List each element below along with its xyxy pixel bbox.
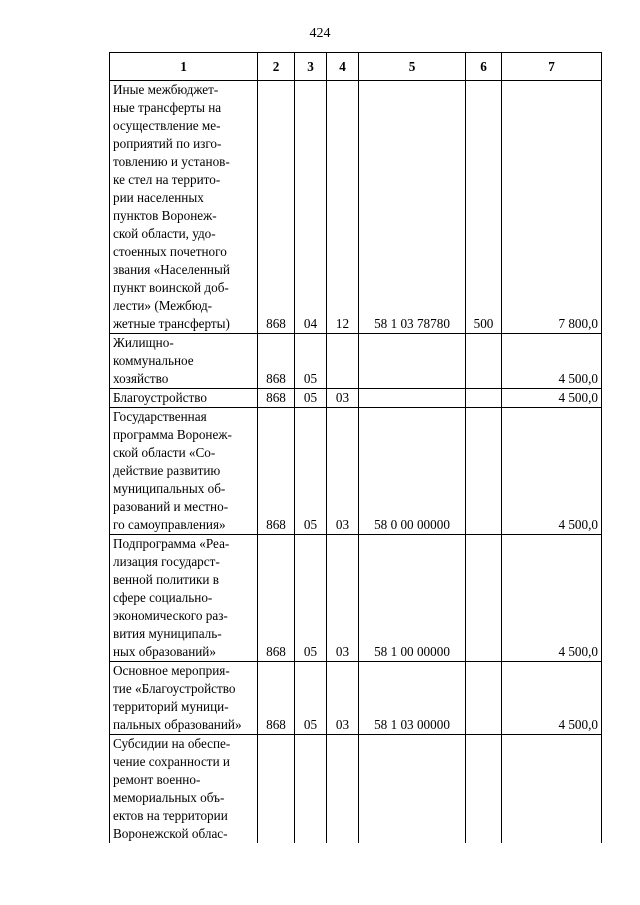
row-target-article	[359, 334, 466, 389]
table-header	[110, 53, 602, 81]
table-body	[110, 81, 602, 844]
row-section: 05	[295, 334, 327, 389]
header-col-3: 3	[295, 53, 327, 81]
row-expense-type	[466, 389, 502, 408]
row-ministry-code: 868	[258, 81, 295, 334]
table-row	[110, 334, 602, 389]
header-col-4: 4	[327, 53, 359, 81]
header-col-7: 7	[502, 53, 602, 81]
row-amount: 4 500,0	[502, 389, 602, 408]
row-section	[295, 735, 327, 844]
row-subsection: 03	[327, 408, 359, 535]
row-expense-type	[466, 334, 502, 389]
row-amount: 7 800,0	[502, 81, 602, 334]
row-expense-type	[466, 662, 502, 735]
header-row	[110, 53, 602, 81]
row-target-article: 58 1 03 78780	[359, 81, 466, 334]
row-ministry-code: 868	[258, 535, 295, 662]
budget-table	[109, 52, 602, 843]
table-row	[110, 735, 602, 844]
row-name: Основное мероприя- тие «Благоустройство территорий муници- пальных образований»	[110, 662, 258, 735]
table-row	[110, 535, 602, 662]
row-target-article: 58 1 00 00000	[359, 535, 466, 662]
table-row	[110, 81, 602, 334]
row-amount: 4 500,0	[502, 408, 602, 535]
row-expense-type	[466, 408, 502, 535]
header-col-6: 6	[466, 53, 502, 81]
row-expense-type: 500	[466, 81, 502, 334]
row-amount: 4 500,0	[502, 334, 602, 389]
row-target-article: 58 1 03 00000	[359, 662, 466, 735]
row-amount: 4 500,0	[502, 535, 602, 662]
row-name: Подпрограмма «Реа- лизация государст- венной политики в сфере социально- экономического раз- вития муниципаль- ных образований»	[110, 535, 258, 662]
row-name: Субсидии на обеспе- чение сохранности и ремонт военно- мемориальных объ- ектов на территории Воронежской облас-	[110, 735, 258, 844]
row-ministry-code: 868	[258, 389, 295, 408]
table-row	[110, 662, 602, 735]
row-section: 05	[295, 389, 327, 408]
row-name: Благоустройство	[110, 389, 258, 408]
row-ministry-code: 868	[258, 662, 295, 735]
row-expense-type	[466, 535, 502, 662]
table-row	[110, 408, 602, 535]
row-name: Жилищно- коммунальное хозяйство	[110, 334, 258, 389]
row-section: 04	[295, 81, 327, 334]
row-subsection: 03	[327, 535, 359, 662]
row-subsection: 03	[327, 662, 359, 735]
header-col-5: 5	[359, 53, 466, 81]
row-expense-type	[466, 735, 502, 844]
row-name: Иные межбюджет- ные трансферты на осуществление ме- роприятий по изго- товлению и установ- ке стел на террито- рии населенных пунктов Воронеж- ской области, удо- стоенных почетного звания «Населенный пункт воинской доб- лести» (Межбюд- жетные трансферты)	[110, 81, 258, 334]
row-target-article	[359, 735, 466, 844]
row-subsection: 03	[327, 389, 359, 408]
row-ministry-code	[258, 735, 295, 844]
row-section: 05	[295, 535, 327, 662]
row-subsection: 12	[327, 81, 359, 334]
row-subsection	[327, 334, 359, 389]
row-subsection	[327, 735, 359, 844]
row-section: 05	[295, 662, 327, 735]
row-target-article	[359, 389, 466, 408]
header-col-1: 1	[110, 53, 258, 81]
row-ministry-code: 868	[258, 408, 295, 535]
row-ministry-code: 868	[258, 334, 295, 389]
row-section: 05	[295, 408, 327, 535]
page-number: 424	[309, 26, 331, 41]
row-name: Государственная программа Воронеж- ской области «Со- действие развитию муниципальных об- разований и местно- го самоуправления»	[110, 408, 258, 535]
row-amount: 4 500,0	[502, 662, 602, 735]
header-col-2: 2	[258, 53, 295, 81]
row-target-article: 58 0 00 00000	[359, 408, 466, 535]
table-row	[110, 389, 602, 408]
row-amount	[502, 735, 602, 844]
